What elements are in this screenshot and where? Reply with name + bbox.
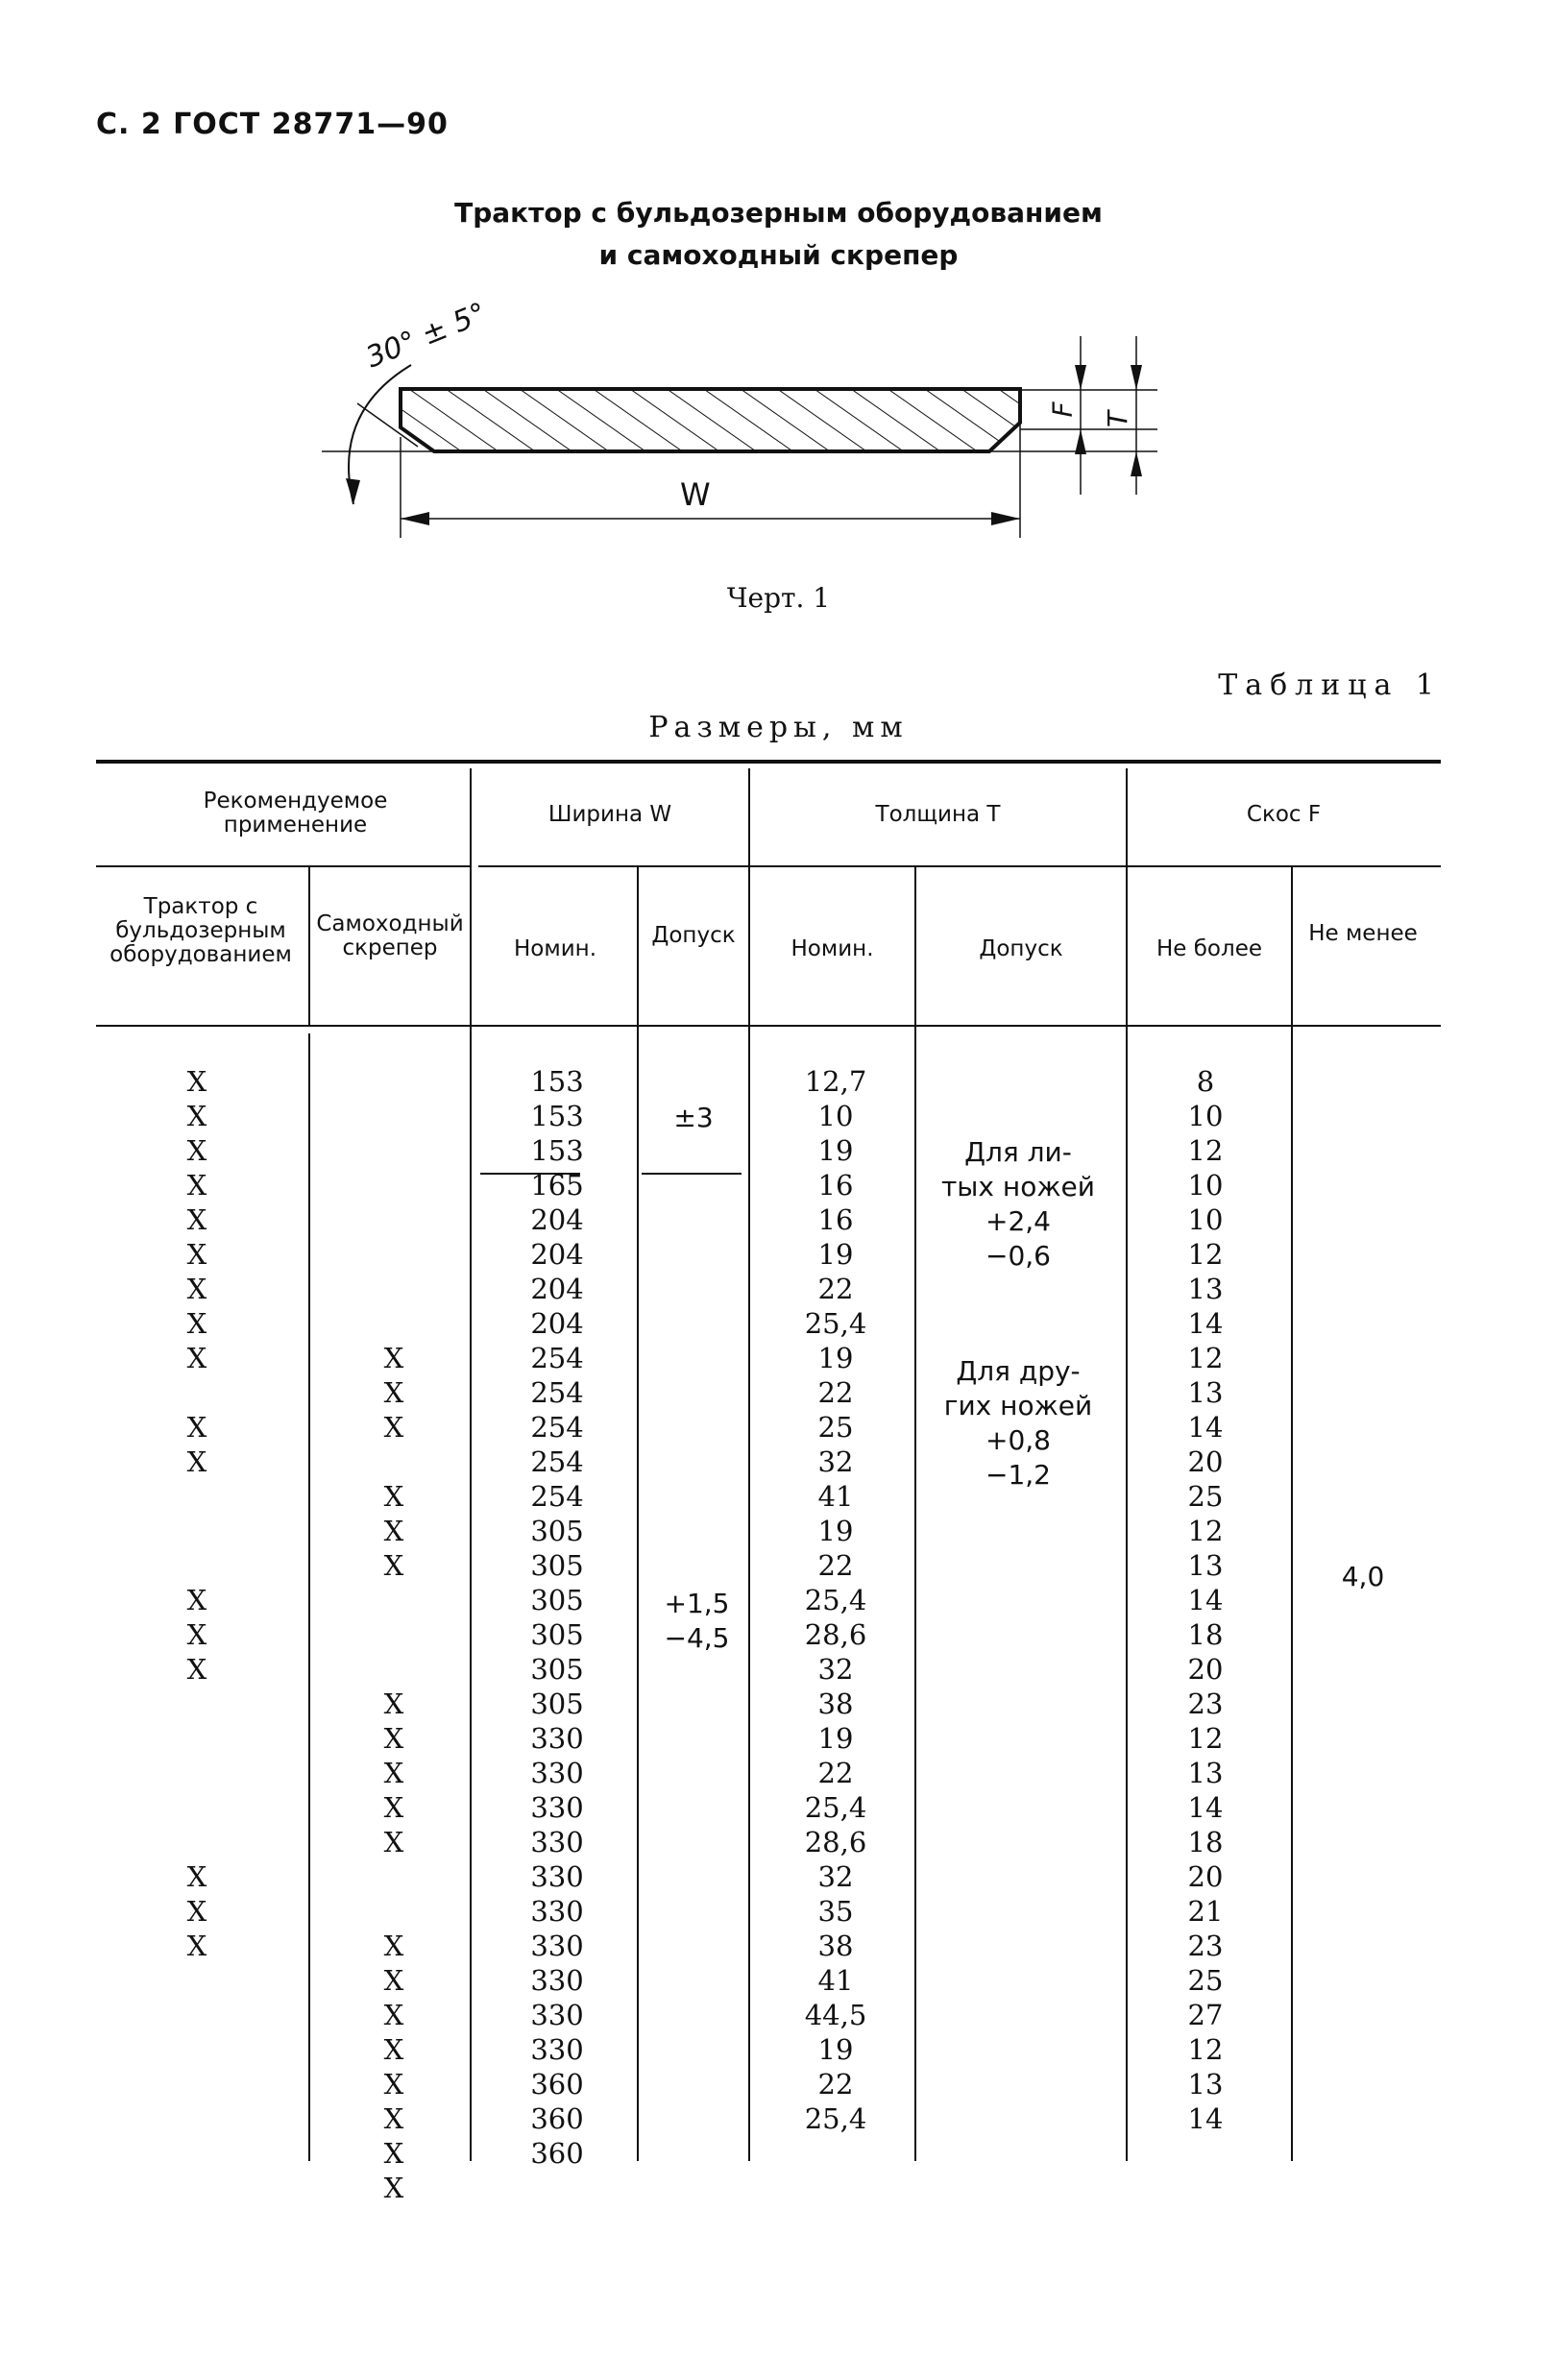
thickness-nominal-cell: 38	[817, 1688, 854, 1720]
tractor-mark	[134, 2067, 259, 2101]
tractor-mark	[134, 2101, 259, 2136]
tractor-mark	[134, 1998, 259, 2032]
drawing-title-line2: и самоходный скрепер	[598, 239, 959, 271]
thickness-nominal-cell: 19	[817, 1134, 854, 1167]
thickness-nominal-cell: 22	[817, 1757, 854, 1789]
width-label: W	[680, 476, 711, 513]
thickness-nominal-cell: 25,4	[804, 1584, 867, 1616]
scraper-mark	[331, 1583, 456, 1617]
width-nominal-cell: 330	[530, 1895, 584, 1928]
thickness-nominal-cell: 25,4	[804, 1791, 867, 1824]
tractor-mark: X	[186, 1411, 207, 1444]
thickness-tolerance-line: −1,2	[985, 1459, 1051, 1491]
bevel-max-cell: 14	[1187, 1584, 1224, 1616]
scraper-mark: X	[383, 1791, 404, 1824]
bevel-max-cell: 13	[1187, 1376, 1224, 1409]
bevel-max-cell: 10	[1187, 1100, 1224, 1132]
scraper-mark: X	[383, 1722, 404, 1755]
scraper-mark: X	[383, 1688, 404, 1720]
tractor-mark: X	[186, 1895, 207, 1928]
thickness-nominal-cell: 16	[817, 1169, 854, 1202]
tractor-mark: X	[186, 1860, 207, 1893]
width-tolerance-2-upper: +1,5	[664, 1588, 730, 1619]
scraper-mark: X	[383, 1757, 404, 1789]
tractor-mark: X	[186, 1100, 207, 1132]
thickness-nominal-cell: 25,4	[804, 2102, 867, 2135]
header-bevel-max: Не более	[1156, 936, 1262, 961]
tractor-mark	[134, 2171, 259, 2205]
header-width-nominal: Номин.	[513, 936, 596, 961]
thickness-tolerance-line: −0,6	[985, 1240, 1051, 1272]
scraper-mark	[331, 1445, 456, 1479]
scraper-mark	[331, 1202, 456, 1237]
thickness-nominal-cell: 25	[817, 1411, 854, 1444]
scraper-mark: X	[383, 2068, 404, 2101]
bevel-max-cell: 13	[1187, 1549, 1224, 1582]
column-thickness-nominal	[778, 1064, 893, 2136]
thickness-tolerance-line: тых ножей	[941, 1171, 1095, 1202]
bevel-max-cell: 25	[1187, 1480, 1224, 1513]
thickness-nominal-cell: 32	[817, 1445, 854, 1478]
tractor-mark	[134, 1375, 259, 1410]
width-nominal-cell: 305	[530, 1515, 584, 1547]
width-nominal-cell: 330	[530, 1722, 584, 1755]
tractor-mark	[134, 1514, 259, 1548]
header-application: Рекомендуемое применение	[203, 789, 388, 838]
tractor-mark: X	[186, 1273, 207, 1305]
tractor-mark	[134, 1756, 259, 1790]
scraper-mark: X	[383, 1376, 404, 1409]
tractor-mark	[134, 1790, 259, 1825]
tractor-mark	[134, 1721, 259, 1756]
scraper-mark: X	[383, 1826, 404, 1858]
width-nominal-cell: 360	[530, 2137, 584, 2170]
width-nominal-cell: 153	[530, 1134, 584, 1167]
thickness-tolerance-line: Для дру-	[956, 1355, 1081, 1387]
header-width-tolerance: Допуск	[651, 923, 736, 948]
tractor-mark: X	[186, 1342, 207, 1374]
bevel-max-cell: 14	[1187, 2102, 1224, 2135]
header-width: Ширина W	[547, 802, 672, 827]
thickness-tolerance-line: гих ножей	[943, 1390, 1093, 1421]
bevel-max-cell: 20	[1187, 1445, 1224, 1478]
width-nominal-cell: 305	[530, 1688, 584, 1720]
width-nominal-cell: 305	[530, 1584, 584, 1616]
thickness-nominal-cell: 41	[817, 1964, 854, 1997]
tractor-mark: X	[186, 1618, 207, 1651]
tractor-mark	[134, 2032, 259, 2067]
width-nominal-cell: 254	[530, 1376, 584, 1409]
width-nominal-cell: 153	[530, 1065, 584, 1098]
scraper-mark	[331, 1237, 456, 1272]
width-nominal-cell: 330	[530, 1930, 584, 1962]
width-nominal-cell: 204	[530, 1203, 584, 1236]
header-thickness: Толщина T	[875, 802, 1001, 827]
tractor-mark: X	[186, 1930, 207, 1962]
tractor-mark: X	[186, 1653, 207, 1686]
scraper-mark	[331, 1617, 456, 1652]
scraper-mark: X	[383, 2033, 404, 2066]
bevel-max-cell: 14	[1187, 1307, 1224, 1340]
width-nominal-cell: 254	[530, 1411, 584, 1444]
bevel-max-cell: 20	[1187, 1653, 1224, 1686]
header-bevel: Скос F	[1246, 802, 1322, 827]
tractor-mark: X	[186, 1169, 207, 1202]
bevel-max-cell: 12	[1187, 1238, 1224, 1271]
bevel-max-cell: 10	[1187, 1203, 1224, 1236]
tractor-mark: X	[186, 1065, 207, 1098]
thickness-nominal-cell: 22	[817, 1549, 854, 1582]
scraper-mark: X	[383, 1342, 404, 1374]
thickness-nominal-cell: 35	[817, 1895, 854, 1928]
width-nominal-cell: 330	[530, 1757, 584, 1789]
bevel-max-cell: 21	[1187, 1895, 1224, 1928]
width-nominal-cell: 330	[530, 1999, 584, 2031]
width-nominal-cell: 204	[530, 1238, 584, 1271]
header-thickness-nominal: Номин.	[791, 936, 874, 961]
bevel-max-cell: 13	[1187, 2068, 1224, 2101]
thickness-nominal-cell: 19	[817, 1722, 854, 1755]
width-nominal-cell: 305	[530, 1549, 584, 1582]
bevel-label: F	[1046, 401, 1079, 418]
bevel-max-cell: 13	[1187, 1757, 1224, 1789]
width-nominal-cell: 330	[530, 1826, 584, 1858]
width-nominal-cell: 360	[530, 2068, 584, 2101]
scraper-mark: X	[383, 1964, 404, 1997]
thickness-nominal-cell: 16	[817, 1203, 854, 1236]
thickness-tolerance-line: +0,8	[985, 1424, 1051, 1456]
angle-label: 30° ± 5°	[361, 296, 492, 376]
thickness-nominal-cell: 28,6	[804, 1826, 867, 1858]
bevel-max-cell: 14	[1187, 1791, 1224, 1824]
tractor-mark: X	[186, 1134, 207, 1167]
thickness-nominal-cell: 41	[817, 1480, 854, 1513]
scraper-mark: X	[383, 2137, 404, 2170]
width-nominal-cell: 330	[530, 1860, 584, 1893]
thickness-nominal-cell: 44,5	[804, 1999, 867, 2031]
scraper-mark: X	[383, 2172, 404, 2204]
column-bevel-max	[1153, 1064, 1258, 2136]
bevel-max-cell: 18	[1187, 1826, 1224, 1858]
scraper-mark: X	[383, 1411, 404, 1444]
bevel-max-cell: 25	[1187, 1964, 1224, 1997]
width-nominal-cell: 360	[530, 2102, 584, 2135]
thickness-nominal-cell: 32	[817, 1860, 854, 1893]
tractor-mark	[134, 2136, 259, 2171]
thickness-nominal-cell: 25,4	[804, 1307, 867, 1340]
column-tractor	[134, 1064, 259, 2205]
thickness-nominal-cell: 12,7	[804, 1065, 867, 1098]
blade-drawing	[322, 336, 1157, 538]
scraper-mark	[331, 1064, 456, 1099]
bevel-max-cell: 14	[1187, 1411, 1224, 1444]
bevel-max-cell: 12	[1187, 1342, 1224, 1374]
thickness-nominal-cell: 19	[817, 1515, 854, 1547]
width-nominal-cell: 165	[530, 1169, 584, 1202]
width-nominal-cell: 204	[530, 1307, 584, 1340]
header-scraper: Самоходный скрепер	[316, 911, 464, 960]
width-tolerance-2-lower: −4,5	[664, 1622, 730, 1654]
scraper-mark: X	[383, 1930, 404, 1962]
thickness-nominal-cell: 22	[817, 1376, 854, 1409]
scraper-mark: X	[383, 1999, 404, 2031]
width-nominal-cell: 204	[530, 1273, 584, 1305]
blade-section	[401, 389, 1020, 451]
bevel-max-cell: 8	[1196, 1065, 1215, 1098]
thickness-nominal-cell: 28,6	[804, 1618, 867, 1651]
column-width-nominal	[499, 1064, 615, 2171]
thickness-nominal-cell: 19	[817, 1238, 854, 1271]
scraper-mark	[331, 1859, 456, 1894]
scraper-mark	[331, 1133, 456, 1168]
width-nominal-cell: 153	[530, 1100, 584, 1132]
bevel-max-cell: 12	[1187, 1722, 1224, 1755]
tractor-mark	[134, 1963, 259, 1998]
width-nominal-cell: 305	[530, 1618, 584, 1651]
scraper-mark: X	[383, 2102, 404, 2135]
scraper-mark	[331, 1168, 456, 1202]
tractor-mark	[134, 1687, 259, 1721]
width-nominal-cell: 330	[530, 2033, 584, 2066]
thickness-nominal-cell: 22	[817, 2068, 854, 2101]
bevel-max-cell: 23	[1187, 1688, 1224, 1720]
thickness-label: T	[1102, 410, 1134, 428]
scraper-mark: X	[383, 1515, 404, 1547]
table-label: Таблица 1	[1218, 668, 1442, 702]
thickness-tolerance-other	[917, 1354, 1119, 1493]
drawing-caption: Черт. 1	[726, 582, 831, 614]
tractor-mark	[134, 1825, 259, 1859]
bevel-max-cell: 12	[1187, 1515, 1224, 1547]
bevel-max-cell: 18	[1187, 1618, 1224, 1651]
tractor-mark: X	[186, 1203, 207, 1236]
thickness-tolerance-line: +2,4	[985, 1205, 1051, 1237]
scraper-mark: X	[383, 1549, 404, 1582]
thickness-nominal-cell: 19	[817, 2033, 854, 2066]
scraper-mark	[331, 1099, 456, 1133]
scraper-mark	[331, 1652, 456, 1687]
column-scraper	[331, 1064, 456, 2205]
bevel-max-cell: 20	[1187, 1860, 1224, 1893]
width-nominal-cell: 254	[530, 1480, 584, 1513]
header-tractor: Трактор с бульдозерным оборудованием	[109, 894, 292, 967]
bevel-max-cell: 12	[1187, 2033, 1224, 2066]
width-nominal-cell: 254	[530, 1445, 584, 1478]
page-header: С. 2 ГОСТ 28771—90	[96, 108, 449, 141]
width-nominal-cell: 330	[530, 1964, 584, 1997]
table-units: Размеры, мм	[648, 711, 909, 744]
bevel-max-cell: 13	[1187, 1273, 1224, 1305]
tractor-mark	[134, 1479, 259, 1514]
thickness-nominal-cell: 38	[817, 1930, 854, 1962]
tractor-mark: X	[186, 1584, 207, 1616]
thickness-tolerance-cast	[917, 1135, 1119, 1274]
bevel-max-cell: 10	[1187, 1169, 1224, 1202]
scraper-mark	[331, 1272, 456, 1306]
thickness-nominal-cell: 32	[817, 1653, 854, 1686]
bevel-min-value: 4,0	[1341, 1561, 1385, 1592]
thickness-tolerance-line: Для ли-	[964, 1136, 1072, 1168]
thickness-nominal-cell: 10	[817, 1100, 854, 1132]
bevel-max-cell: 12	[1187, 1134, 1224, 1167]
width-nominal-cell: 254	[530, 1342, 584, 1374]
thickness-nominal-cell: 19	[817, 1342, 854, 1374]
tractor-mark: X	[186, 1445, 207, 1478]
width-nominal-cell: 330	[530, 1791, 584, 1824]
width-tolerance-1: ±3	[673, 1102, 714, 1133]
bevel-max-cell: 27	[1187, 1999, 1224, 2031]
header-bevel-min: Не менее	[1308, 921, 1418, 946]
thickness-nominal-cell: 22	[817, 1273, 854, 1305]
drawing-title-line1: Трактор с бульдозерным оборудованием	[454, 197, 1103, 229]
tractor-mark: X	[186, 1238, 207, 1271]
header-thickness-tolerance: Допуск	[979, 936, 1063, 961]
bevel-max-cell: 23	[1187, 1930, 1224, 1962]
tractor-mark: X	[186, 1307, 207, 1340]
scraper-mark	[331, 1894, 456, 1929]
tractor-mark	[134, 1548, 259, 1583]
scraper-mark: X	[383, 1480, 404, 1513]
scraper-mark	[331, 1306, 456, 1341]
width-nominal-cell: 305	[530, 1653, 584, 1686]
